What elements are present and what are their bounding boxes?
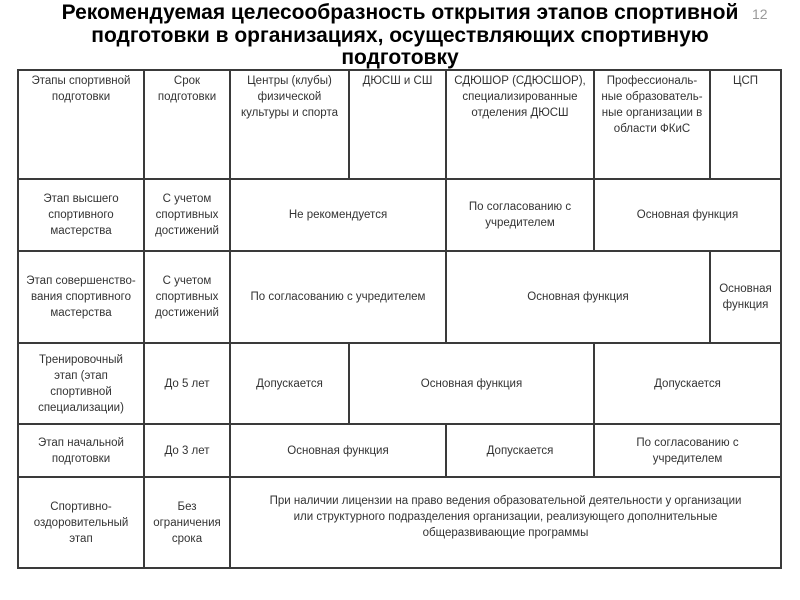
row-cell: При наличии лицензии на право ведения образовательной деятельности у организации или структурного подразделения организации, реализующего дополнительные общеразвивающие программы: [269, 494, 742, 539]
row-divider: [18, 342, 782, 344]
row-divider: [18, 178, 782, 180]
row-cell: Основная функция: [719, 283, 772, 311]
row-stage: Этап начальной подготовки: [38, 436, 124, 465]
row-term: До 5 лет: [164, 377, 210, 390]
header-sdyushor: СДЮШОР (СДЮСШОР), специализированные отделения ДЮСШ: [454, 75, 586, 119]
table-border-bottom: [18, 567, 782, 569]
col-divider: [709, 250, 711, 343]
col-divider: [593, 342, 595, 477]
header-centers: Центры (клубы) физической культуры и спорта: [240, 75, 338, 119]
header-term: Срок подготовки: [157, 75, 217, 103]
row-cell: Допускается: [256, 377, 323, 390]
table-border-left: [17, 69, 19, 569]
col-divider: [445, 69, 447, 343]
row-cell: Основная функция: [527, 291, 629, 303]
page-number: 12: [752, 6, 768, 22]
table-border-right: [780, 69, 782, 569]
slide-title: Рекомендуемая целесообразность открытия этапов спортивной подготовки в организациях, осуществляющих спортивную подготовку: [61, 1, 739, 69]
row-cell: По согласованию с учредителем: [468, 201, 572, 229]
col-divider: [143, 69, 145, 569]
row-cell: По согласованию с учредителем: [636, 436, 739, 465]
row-cell: Основная функция: [287, 444, 389, 457]
row-cell: Основная функция: [420, 377, 523, 390]
row-cell: Допускается: [654, 377, 721, 390]
row-stage: Этап совершенство-вания спортивного мастерства: [26, 275, 136, 319]
header-professional: Профессиональ-ные образователь-ные организации в области ФКиС: [601, 75, 703, 135]
row-divider: [18, 250, 782, 252]
col-divider: [229, 69, 231, 569]
row-cell: Допускается: [486, 444, 554, 457]
row-stage: Спортивно-оздоровительный этап: [33, 500, 129, 545]
row-stage: Тренировочный этап (этап спортивной специализации): [38, 353, 124, 414]
col-divider: [348, 69, 350, 179]
row-term: Без ограничения срока: [153, 500, 221, 545]
row-term: С учетом спортивных достижений: [155, 275, 219, 319]
row-term: До 3 лет: [164, 444, 210, 457]
row-cell: Основная функция: [636, 209, 739, 221]
header-tsp: ЦСП: [732, 75, 759, 87]
header-stages: Этапы спортивной подготовки: [31, 75, 131, 103]
header-dyussh: ДЮСШ и СШ: [362, 75, 433, 87]
row-stage: Этап высшего спортивного мастерства: [43, 193, 119, 237]
row-cell: По согласованию с учредителем: [250, 291, 426, 303]
col-divider: [348, 342, 350, 424]
row-divider: [18, 423, 782, 425]
row-term: С учетом спортивных достижений: [155, 193, 219, 237]
col-divider: [709, 69, 711, 179]
row-cell: Не рекомендуется: [288, 209, 388, 221]
col-divider: [445, 423, 447, 477]
row-divider: [18, 476, 782, 478]
col-divider: [593, 69, 595, 251]
